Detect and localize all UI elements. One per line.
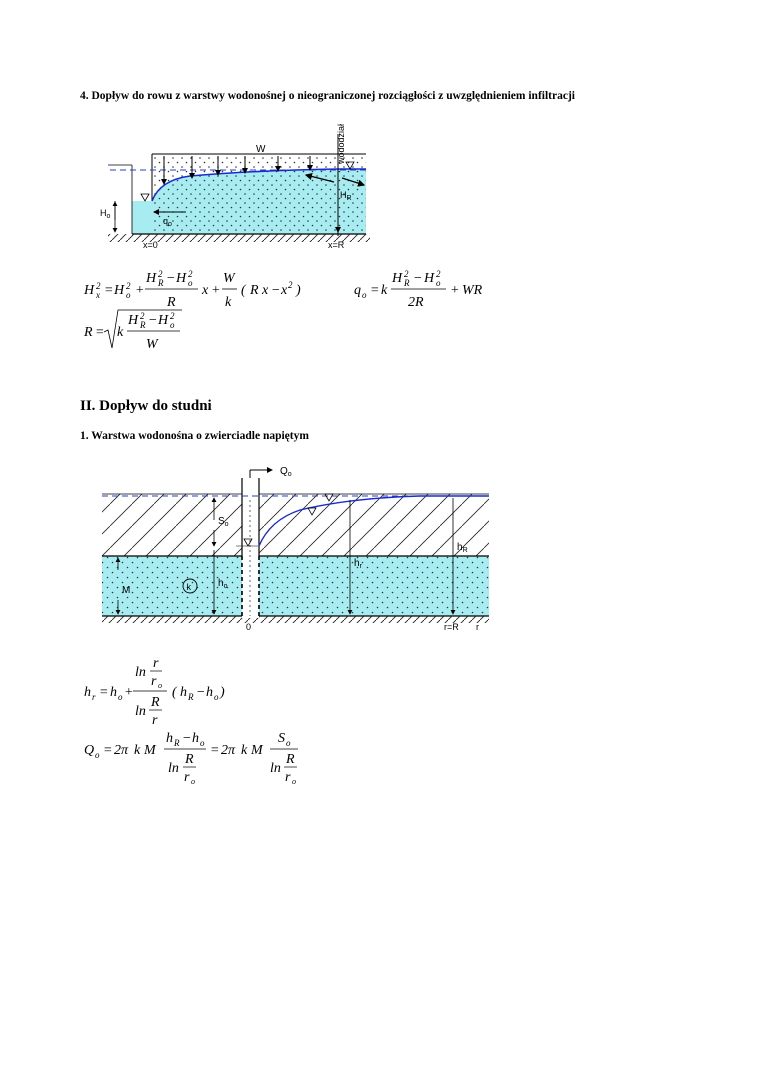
eq1-eq: =: [104, 283, 114, 298]
eq5-Q: Q: [84, 743, 95, 758]
eq4-ho2: h: [206, 685, 213, 700]
eq2-k: k: [381, 283, 388, 298]
eq1-num-Ho-exp: 2: [188, 269, 193, 279]
eq3-eq: =: [95, 325, 105, 340]
eq1-num-HR-exp: 2: [158, 269, 163, 279]
eq1-x3-exp: 2: [288, 280, 293, 290]
label-hR: $h_R$: [457, 542, 468, 554]
eq2-num-HR-sub: R: [404, 278, 410, 288]
eq4-ln-bot: ln: [135, 704, 146, 719]
eq4-lp: (: [172, 685, 177, 700]
eq1-Ho: H: [114, 283, 125, 298]
eq1-lp: (: [241, 283, 246, 298]
eq3-num-HR-exp: 2: [140, 311, 145, 321]
eq5-num-ho: h: [192, 731, 199, 746]
eq5-M2: M: [251, 743, 263, 758]
well-casing: [242, 478, 259, 618]
eq4-h: h: [84, 685, 91, 700]
subsection-1-title: 1. Warstwa wodonośna o zwierciadle napiętym: [80, 430, 309, 442]
eq1-minus: −: [271, 283, 281, 298]
eq2-plus: +: [450, 283, 460, 298]
eq5-den2-R: R: [286, 752, 295, 767]
eq1-R: R: [250, 283, 259, 298]
eq1-num-Ho: H: [176, 271, 187, 286]
eq4-ro-top: r: [151, 674, 157, 689]
eq5-num-So-sub: o: [286, 738, 291, 748]
eq2-q-sub: o: [362, 290, 367, 300]
eq2-q: q: [354, 283, 361, 298]
eq4-R-bot: R: [151, 695, 160, 710]
eq4-eq: =: [99, 685, 109, 700]
eq5-eq: =: [103, 743, 113, 758]
eq5-num-minus: −: [182, 731, 192, 746]
eq3-num-HR-sub: R: [140, 320, 146, 330]
eq1-x2: x: [262, 283, 269, 298]
eq5-den2-ln: ln: [270, 761, 281, 776]
section-4-title: 4. Dopływ do rowu z warstwy wodonośnej o nieograniczonej rozciągłości z uwzględnieniem infiltracji: [80, 90, 575, 102]
eq1-exp: 2: [96, 281, 101, 291]
eq2-num-Ho-exp: 2: [436, 269, 441, 279]
eq2-eq: =: [370, 283, 380, 298]
eq4-hR: h: [180, 685, 187, 700]
eq2-num-HR: H: [392, 271, 403, 286]
eq3-num-minus: −: [148, 313, 158, 328]
label-So: $S_o$: [218, 516, 229, 528]
eq4-ln-top: ln: [135, 665, 146, 680]
eq5-k2: k: [241, 743, 248, 758]
eq1-plus: +: [135, 283, 145, 298]
label-HR: $H_R$: [340, 190, 352, 202]
eq3-num-Ho-sub: o: [170, 320, 175, 330]
eq4-hR-sub: R: [188, 692, 194, 702]
eq5-den-R: R: [185, 752, 194, 767]
equations-ditch: [0, 258, 760, 368]
eq2-WR: WR: [462, 283, 483, 298]
label-zero: 0: [246, 622, 252, 632]
eq5-den-ro: r: [184, 770, 190, 785]
eq4-plus: +: [124, 685, 134, 700]
eq1-W: W: [223, 271, 235, 286]
eq3-num-Ho-exp: 2: [170, 311, 175, 321]
eq5-den2-ro: r: [285, 770, 291, 785]
eq3-num-HR: H: [128, 313, 139, 328]
label-hr: $h_r$: [354, 558, 362, 570]
eq1-sub: x: [96, 290, 100, 300]
label-ho: $h_o$: [218, 578, 228, 590]
eq1-num-HR: H: [146, 271, 157, 286]
eq1-num-minus: −: [166, 271, 176, 286]
eq2-num-minus: −: [413, 271, 423, 286]
eq4-minus: −: [196, 685, 206, 700]
eq5-eq2: =: [210, 743, 220, 758]
eq1-x: x: [202, 283, 209, 298]
eq4-rp: ): [220, 685, 225, 700]
label-M: M: [122, 585, 131, 596]
eq5-den2-ro-sub: o: [292, 777, 296, 786]
eq1-plus2: +: [211, 283, 221, 298]
eq3-den-W: W: [146, 337, 158, 352]
eq3-k: k: [117, 325, 124, 340]
eq5-num-So: S: [278, 731, 285, 746]
label-xR: x=R: [328, 240, 345, 250]
label-Qo: $Q_o$: [280, 466, 292, 478]
eq1-Ho-sub: o: [126, 290, 131, 300]
label-rR: r=R: [444, 622, 459, 632]
figure-well-confined: [0, 460, 760, 640]
label-Ho: $H_o$: [100, 208, 111, 220]
eq4-ho: h: [110, 685, 117, 700]
eq4-r-bot: r: [152, 713, 158, 728]
label-r: r: [476, 622, 479, 632]
eq2-num-Ho: H: [424, 271, 435, 286]
eq1-num-HR-sub: R: [158, 278, 164, 288]
eq5-num-ho-sub: o: [200, 738, 205, 748]
eq1-Hx: H: [84, 283, 95, 298]
label-x0: x=0: [143, 240, 158, 250]
label-wododzial: wododział: [336, 123, 346, 164]
eq5-den-ln: ln: [168, 761, 179, 776]
eq3-num-Ho: H: [158, 313, 169, 328]
eq2-num-HR-exp: 2: [404, 269, 409, 279]
eq4-ho-sub: o: [118, 692, 123, 702]
eq5-num-hR-sub: R: [174, 738, 180, 748]
eq5-k: k: [134, 743, 141, 758]
eq5-2pi-2: 2π: [221, 743, 236, 758]
eq5-num-hR: h: [166, 731, 173, 746]
eq5-den-ro-sub: o: [191, 777, 195, 786]
eq5-M: M: [144, 743, 156, 758]
eq4-h-sub: r: [92, 692, 96, 702]
eq1-x3: x: [281, 283, 288, 298]
eq1-den-R: R: [167, 295, 176, 310]
eq1-num-Ho-sub: o: [188, 278, 193, 288]
label-qo: $q_o$: [163, 216, 172, 228]
eq1-k: k: [225, 295, 232, 310]
eq2-den: 2R: [408, 295, 424, 310]
eq1-rp: ): [296, 283, 301, 298]
eq1-Ho-exp: 2: [126, 281, 131, 291]
section-II-title: II. Dopływ do studni: [80, 398, 212, 414]
ditch-water: [132, 201, 152, 234]
eq4-r-top: r: [153, 656, 159, 671]
eq5-Q-sub: o: [95, 750, 100, 760]
eq4-ho2-sub: o: [214, 692, 219, 702]
label-W: W: [256, 144, 266, 155]
eq2-num-Ho-sub: o: [436, 278, 441, 288]
eq5-2pi: 2π: [114, 743, 129, 758]
eq3-R: R: [84, 325, 93, 340]
eq4-ro-top-sub: o: [158, 681, 162, 690]
equations-well: [0, 648, 760, 798]
label-k: k: [186, 582, 191, 592]
